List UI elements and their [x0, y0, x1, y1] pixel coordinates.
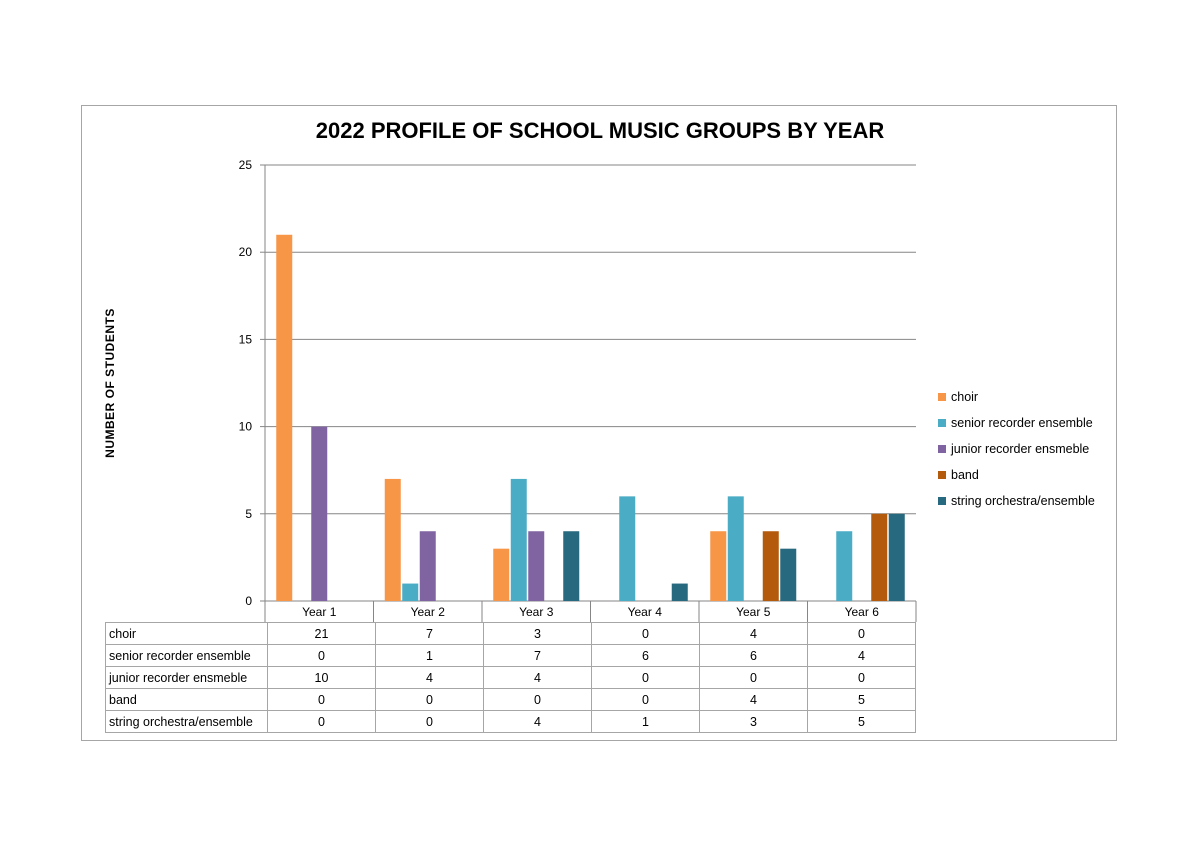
- y-tick-label: 5: [245, 506, 252, 521]
- table-cell: 0: [808, 623, 916, 645]
- table-cell: 5: [808, 711, 916, 733]
- table-cell: 1: [376, 645, 484, 667]
- bar-string-orchestra-ensemble-year-6: [889, 514, 905, 601]
- table-cell: 0: [592, 689, 700, 711]
- bar-senior-recorder-ensemble-year-3: [511, 479, 527, 601]
- legend-item: [938, 410, 1095, 436]
- x-tick-label: Year 4: [627, 605, 662, 619]
- bar-senior-recorder-ensemble-year-6: [836, 531, 852, 601]
- table-cell: 3: [700, 711, 808, 733]
- legend-label: junior recorder ensmeble: [951, 442, 1090, 456]
- table-cell: 1: [592, 711, 700, 733]
- table-cell: 4: [808, 645, 916, 667]
- legend-item: [938, 462, 1095, 488]
- y-tick-label: 25: [238, 158, 252, 172]
- bar-senior-recorder-ensemble-year-4: [619, 496, 635, 601]
- table-cell: 0: [700, 667, 808, 689]
- y-tick-label: 10: [238, 419, 252, 434]
- table-cell: 0: [808, 667, 916, 689]
- table-row: [106, 623, 916, 645]
- legend-label: band: [951, 468, 979, 482]
- legend-swatch: [938, 497, 946, 505]
- bar-band-year-5: [763, 531, 779, 601]
- table-cell: 0: [376, 689, 484, 711]
- bar-choir-year-2: [385, 479, 401, 601]
- bar-senior-recorder-ensemble-year-2: [402, 584, 418, 601]
- x-tick-label: Year 3: [519, 605, 554, 619]
- table-cell: 0: [268, 689, 376, 711]
- bar-junior-recorder-ensmeble-year-1: [311, 427, 327, 601]
- table-cell: 0: [484, 689, 592, 711]
- y-tick-label: 20: [238, 245, 252, 260]
- table-cell: 0: [376, 711, 484, 733]
- data-table: [105, 622, 916, 733]
- table-row: [106, 645, 916, 667]
- legend-item: [938, 488, 1095, 514]
- legend-label: choir: [951, 390, 979, 404]
- table-row: [106, 711, 916, 733]
- table-cell: 4: [700, 689, 808, 711]
- table-row-label: junior recorder ensmeble: [106, 667, 268, 689]
- table-cell: 0: [268, 645, 376, 667]
- table-cell: 4: [376, 667, 484, 689]
- legend-item: [938, 384, 1095, 410]
- legend-swatch: [938, 419, 946, 427]
- chart-title: 2022 PROFILE OF SCHOOL MUSIC GROUPS BY YEAR: [315, 118, 885, 143]
- table-cell: 10: [268, 667, 376, 689]
- bar-choir-year-5: [710, 531, 726, 601]
- legend-label: string orchestra/ensemble: [951, 494, 1095, 508]
- table-row-label: band: [106, 689, 268, 711]
- table-cell: 21: [268, 623, 376, 645]
- x-tick-label: Year 5: [736, 605, 771, 619]
- bar-junior-recorder-ensmeble-year-3: [528, 531, 544, 601]
- table-cell: 5: [808, 689, 916, 711]
- table-cell: 6: [592, 645, 700, 667]
- table-cell: 4: [484, 667, 592, 689]
- y-tick-label: 15: [238, 332, 252, 347]
- bar-choir-year-3: [493, 549, 509, 601]
- bar-string-orchestra-ensemble-year-4: [672, 584, 688, 601]
- legend-swatch: [938, 471, 946, 479]
- table-cell: 7: [376, 623, 484, 645]
- bar-band-year-6: [871, 514, 887, 601]
- legend-swatch: [938, 393, 946, 401]
- y-tick-label: 0: [245, 594, 252, 608]
- bar-string-orchestra-ensemble-year-3: [563, 531, 579, 601]
- table-row: [106, 667, 916, 689]
- table-cell: 0: [592, 623, 700, 645]
- legend-swatch: [938, 445, 946, 453]
- bar-choir-year-1: [276, 235, 292, 601]
- x-tick-label: Year 6: [844, 605, 879, 619]
- table-cell: 4: [484, 711, 592, 733]
- table-cell: 7: [484, 645, 592, 667]
- legend: [938, 384, 1095, 514]
- table-row-label: choir: [106, 623, 268, 645]
- table-row: [106, 689, 916, 711]
- table-cell: 3: [484, 623, 592, 645]
- bar-junior-recorder-ensmeble-year-2: [420, 531, 436, 601]
- legend-item: [938, 436, 1095, 462]
- x-tick-label: Year 2: [410, 605, 445, 619]
- bar-string-orchestra-ensemble-year-5: [780, 549, 796, 601]
- table-cell: 0: [268, 711, 376, 733]
- bar-senior-recorder-ensemble-year-5: [728, 496, 744, 601]
- table-row-label: string orchestra/ensemble: [106, 711, 268, 733]
- table-cell: 0: [592, 667, 700, 689]
- table-cell: 4: [700, 623, 808, 645]
- table-cell: 6: [700, 645, 808, 667]
- y-axis-title: NUMBER OF STUDENTS: [103, 308, 117, 458]
- x-tick-label: Year 1: [302, 605, 337, 619]
- table-row-label: senior recorder ensemble: [106, 645, 268, 667]
- legend-label: senior recorder ensemble: [951, 416, 1093, 430]
